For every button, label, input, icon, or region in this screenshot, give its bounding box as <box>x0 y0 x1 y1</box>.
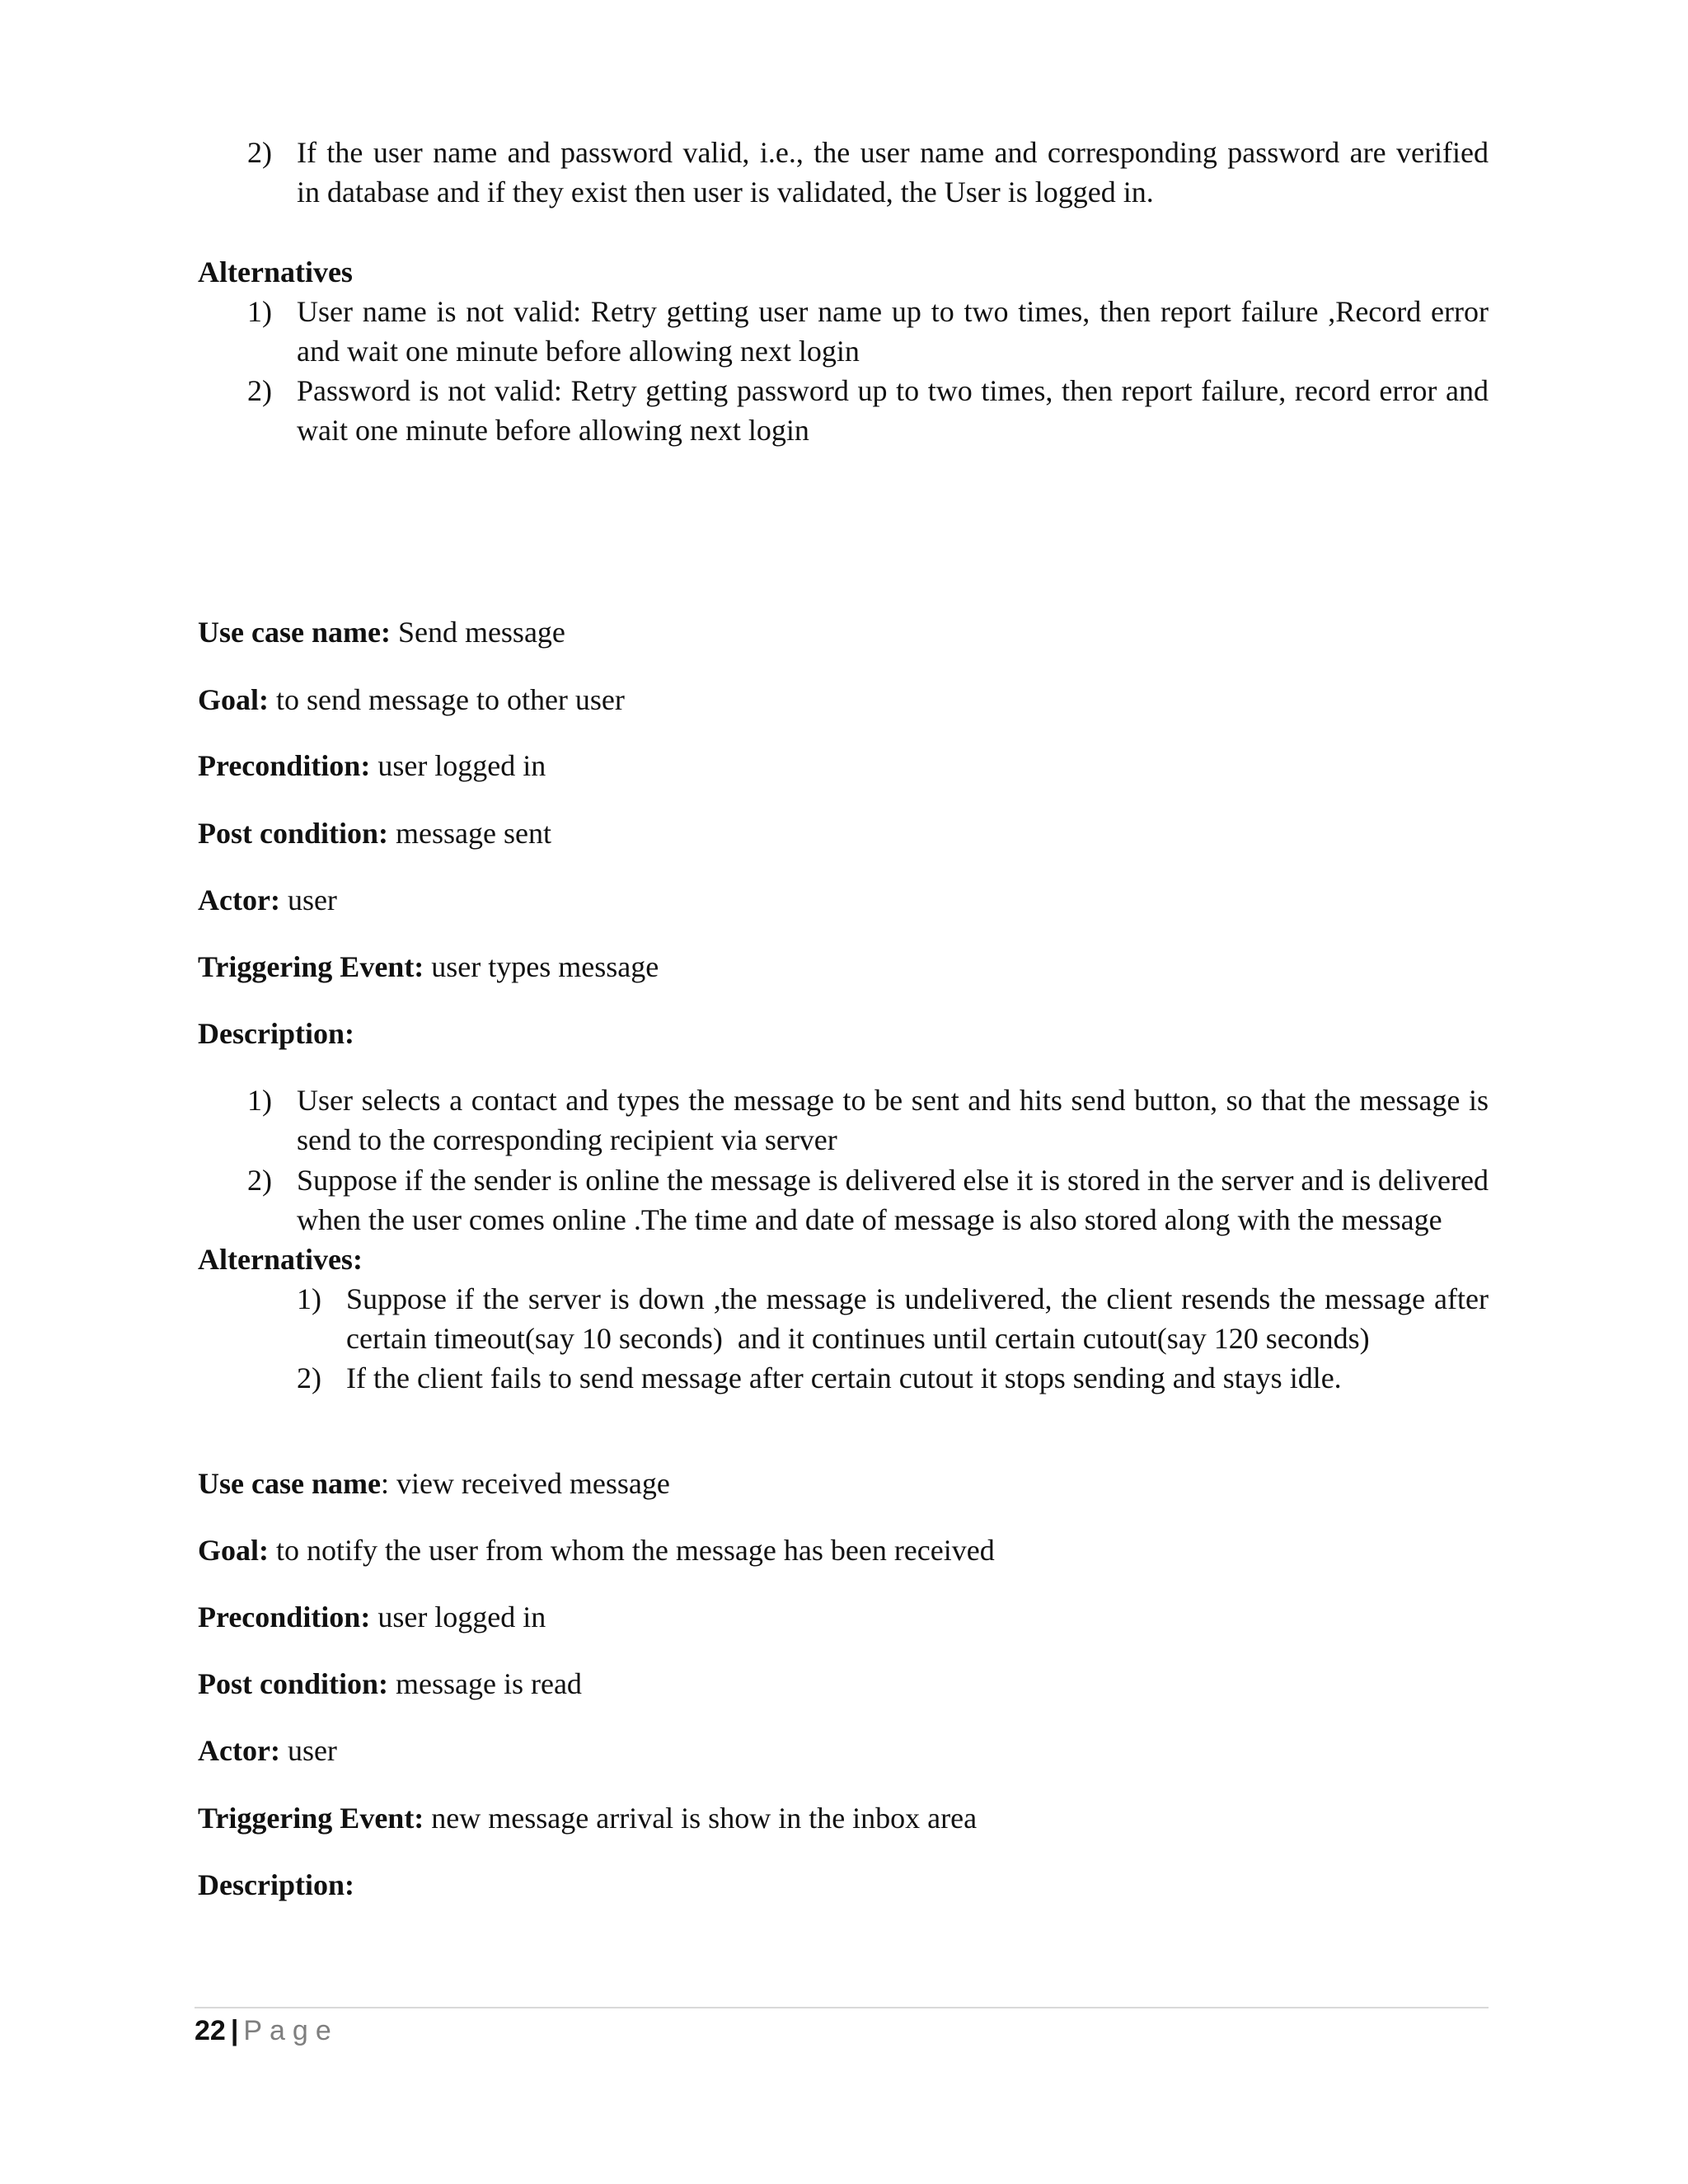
list-item-line: and wait one minute before allowing next login <box>297 335 860 368</box>
postcondition-field: Post condition: message is read <box>198 1667 582 1700</box>
footer-separator: | <box>230 2015 239 2046</box>
list-item-text <box>297 1080 1489 1120</box>
postcondition-field: Post condition: message sent <box>198 817 551 850</box>
actor-field: Actor: user <box>198 883 337 916</box>
list-item-text <box>297 371 1489 410</box>
list-item-line: when the user comes online .The time and date of message is also stored along with the message <box>297 1203 1442 1236</box>
page-number: 22 <box>195 2015 226 2046</box>
triggering-event-field: Triggering Event: user types message <box>198 950 659 983</box>
description-heading: Description: <box>198 1868 354 1901</box>
list-item-line: User selects a contact and types the message to be sent and hits send button, so that the message is <box>297 1084 1489 1117</box>
list-number: 2) <box>247 374 272 407</box>
list-number: 2) <box>247 1164 272 1197</box>
precondition-field: Precondition: user logged in <box>198 1601 546 1633</box>
list-number: 2) <box>247 136 272 169</box>
actor-field: Actor: user <box>198 1734 337 1767</box>
list-item-text <box>297 1160 1489 1200</box>
footer-divider <box>195 2007 1489 2008</box>
use-case-name: Use case name: view received message <box>198 1467 670 1500</box>
goal-field: Goal: to send message to other user <box>198 683 625 716</box>
goal-field: Goal: to notify the user from whom the message has been received <box>198 1534 995 1567</box>
list-item-line: User name is not valid: Retry getting user name up to two times, then report failure ,Record error <box>297 295 1489 328</box>
list-item-line: Suppose if the sender is online the message is delivered else it is stored in the server and is delivered <box>297 1164 1489 1197</box>
triggering-event-field: Triggering Event: new message arrival is show in the inbox area <box>198 1802 978 1835</box>
description-heading: Description: <box>198 1017 354 1050</box>
list-item-text <box>346 1279 1489 1319</box>
list-item-line: If the user name and password valid, i.e., the user name and corresponding password are verified <box>297 136 1489 169</box>
list-number: 2) <box>297 1361 321 1394</box>
list-item-text <box>297 133 1489 172</box>
page-footer <box>195 2011 339 2050</box>
list-number: 1) <box>247 295 272 328</box>
use-case-name: Use case name: Send message <box>198 616 565 649</box>
list-number: 1) <box>297 1282 321 1315</box>
list-number: 1) <box>247 1084 272 1117</box>
section-heading: Alternatives <box>198 255 353 288</box>
list-item-line: wait one minute before allowing next login <box>297 414 809 447</box>
page-label: Page <box>243 2015 339 2046</box>
precondition-field: Precondition: user logged in <box>198 749 546 782</box>
list-item-line: in database and if they exist then user is validated, the User is logged in. <box>297 176 1154 209</box>
list-item-line: If the client fails to send message after certain cutout it stops sending and stays idle. <box>346 1361 1342 1394</box>
list-item-line: Suppose if the server is down ,the message is undelivered, the client resends the message after <box>346 1282 1489 1315</box>
alternatives-heading: Alternatives: <box>198 1243 363 1276</box>
list-item-text <box>297 292 1489 331</box>
list-item-line: Password is not valid: Retry getting password up to two times, then report failure, record error and <box>297 374 1489 407</box>
list-item-line: send to the corresponding recipient via server <box>297 1123 837 1156</box>
list-item-line: certain timeout(say 10 seconds) and it continues until certain cutout(say 120 seconds) <box>346 1322 1370 1355</box>
